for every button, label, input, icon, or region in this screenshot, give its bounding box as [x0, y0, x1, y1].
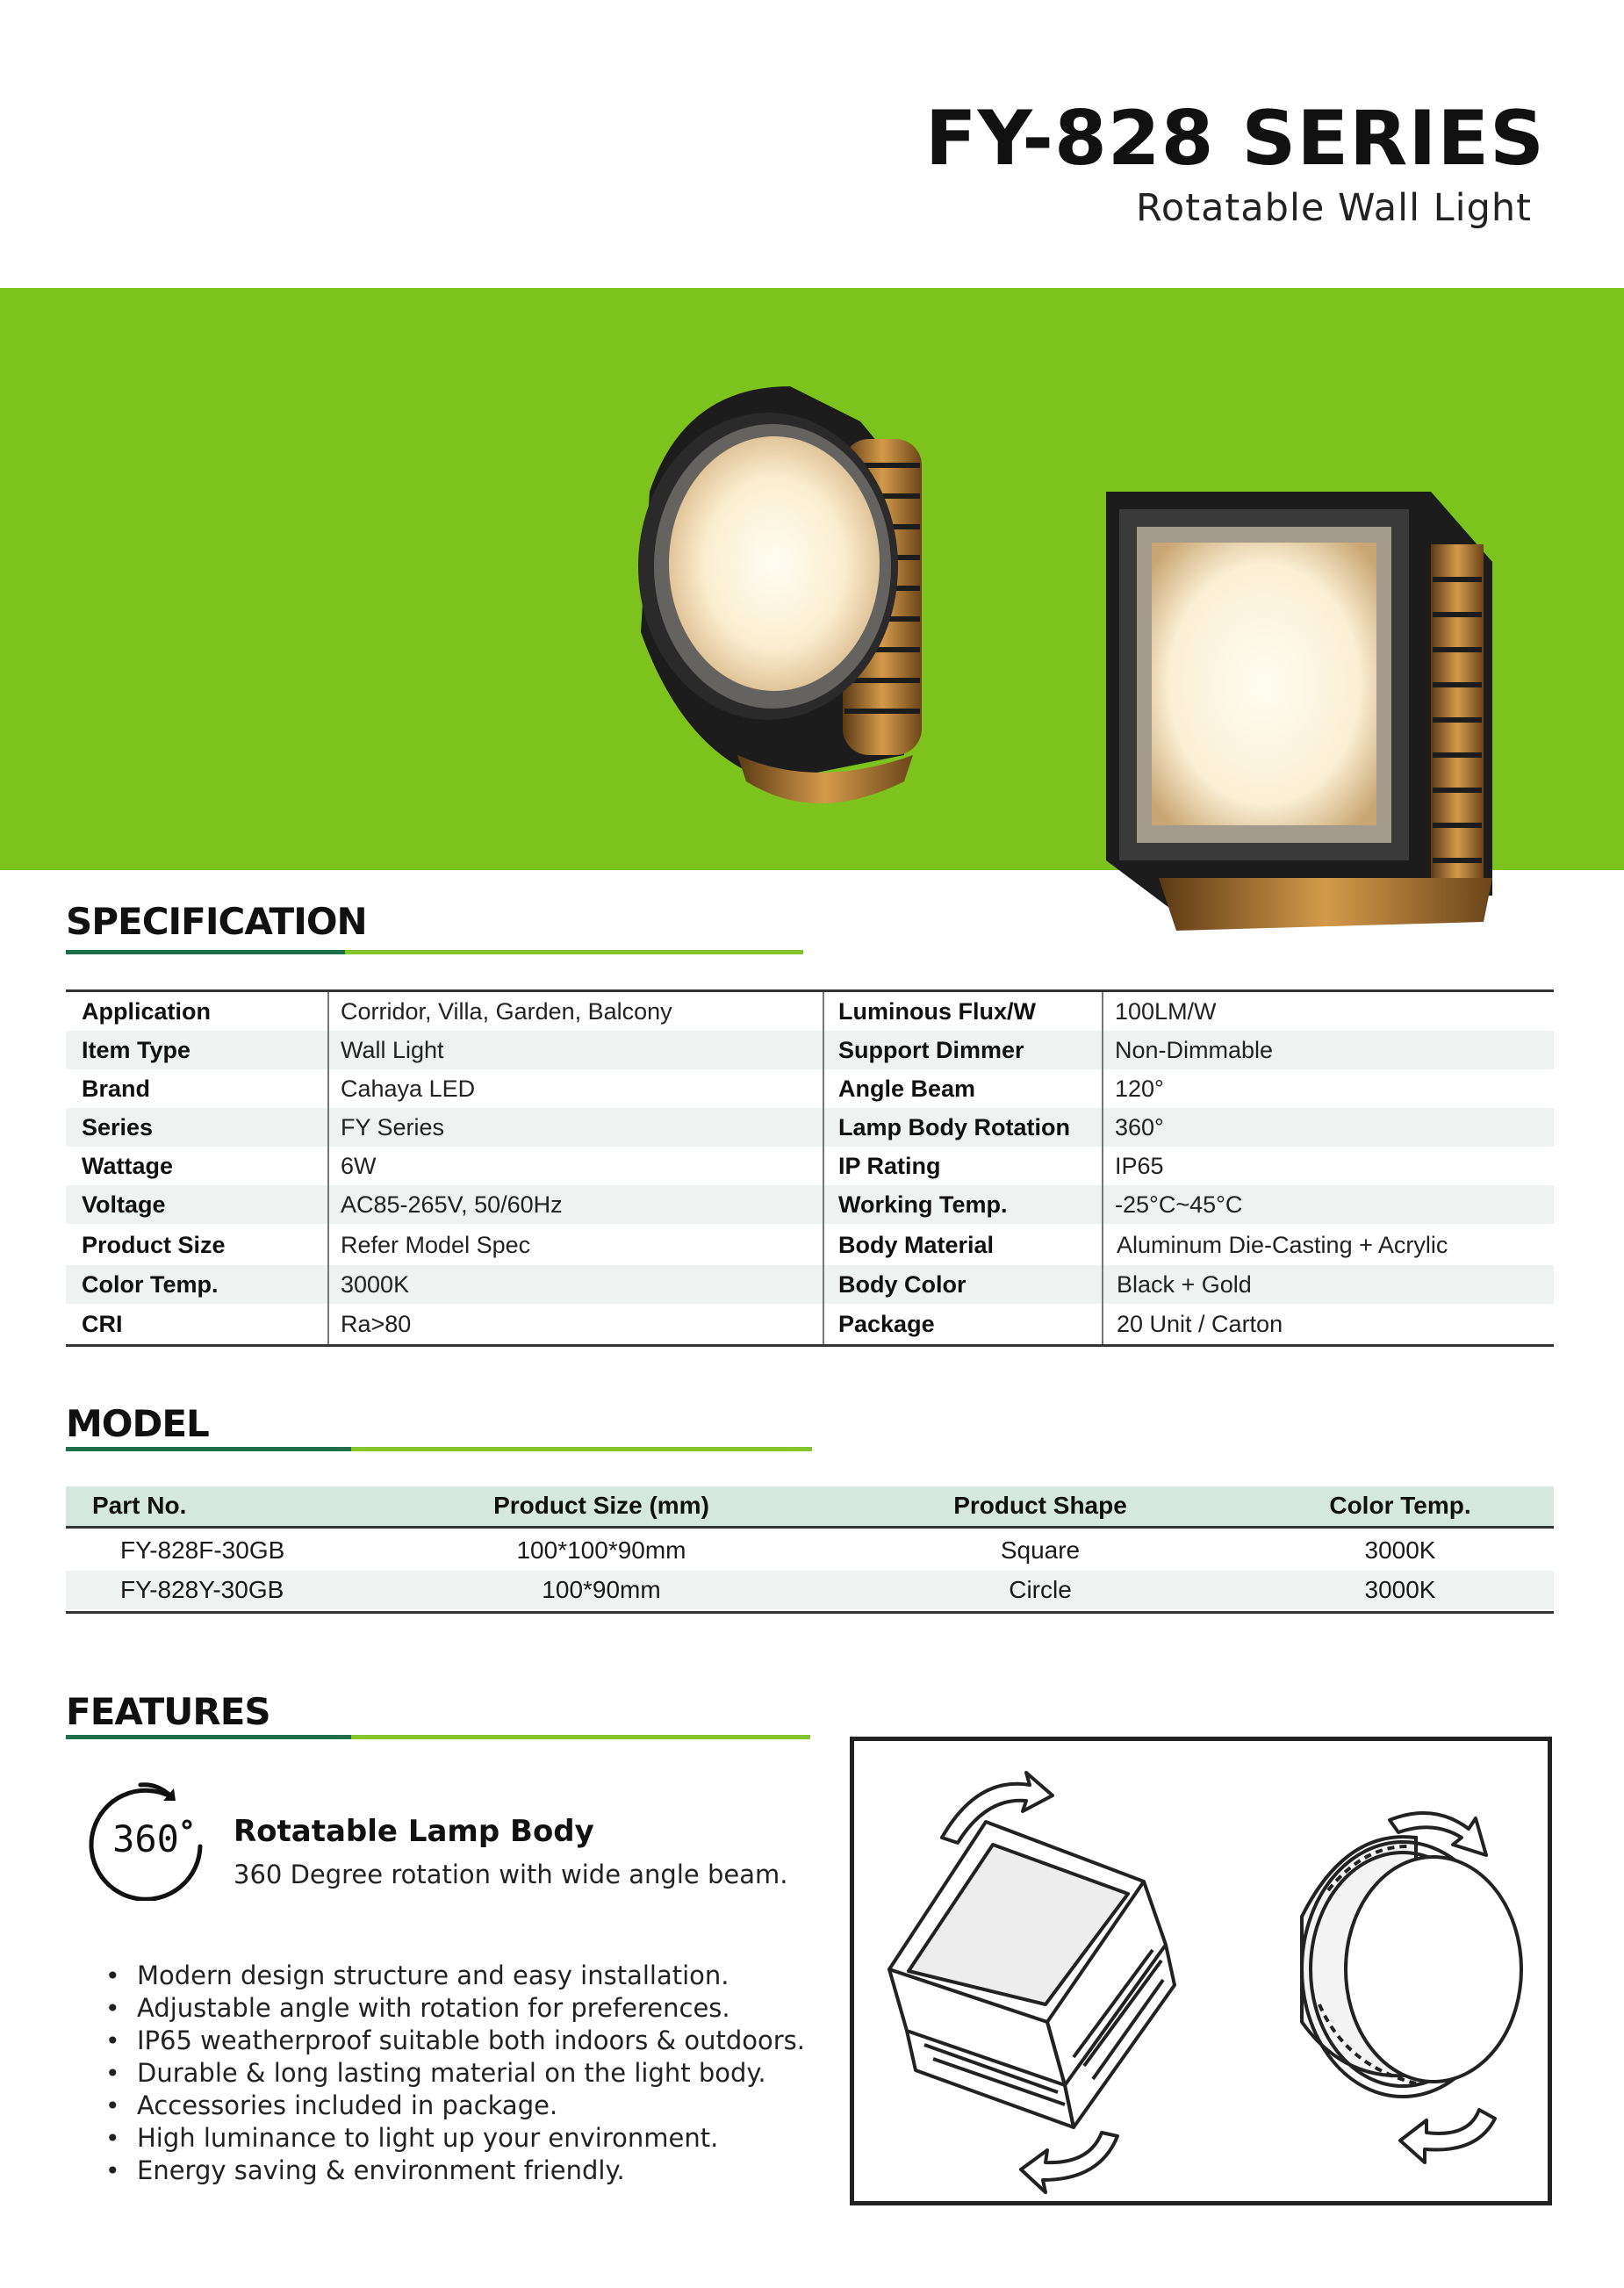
- spec-label: Working Temp.: [838, 1191, 1008, 1218]
- product-size: 100*90mm: [542, 1576, 661, 1603]
- spec-value: Wall Light: [341, 1037, 444, 1063]
- product-shape: Square: [1000, 1536, 1081, 1564]
- round-lamp-drawing: [1302, 1837, 1521, 2097]
- spec-label: Lamp Body Rotation: [838, 1114, 1070, 1140]
- spec-value: 360°: [1115, 1114, 1164, 1140]
- column-divider: [1102, 992, 1103, 1344]
- spec-value: Non-Dimmable: [1115, 1037, 1274, 1063]
- part-number: FY-828F-30GB: [120, 1536, 285, 1564]
- spec-label: Body Material: [838, 1232, 995, 1258]
- column-header: Part No.: [92, 1492, 187, 1519]
- spec-label: IP Rating: [838, 1153, 941, 1179]
- section-title-features: FEATURES: [66, 1690, 270, 1733]
- feature-heading: Rotatable Lamp Body: [234, 1814, 594, 1849]
- section-underline: [66, 1735, 810, 1739]
- list-item: • Energy saving & environment friendly.: [105, 2155, 805, 2187]
- section-title-specification: SPECIFICATION: [66, 900, 367, 943]
- spec-label: Support Dimmer: [838, 1037, 1024, 1063]
- product-size: 100*100*90mm: [516, 1536, 686, 1564]
- table-row: [66, 1185, 1554, 1224]
- spec-value: 100LM/W: [1115, 998, 1217, 1025]
- spec-value: Black + Gold: [1117, 1271, 1252, 1298]
- specification-table: [66, 989, 1554, 1347]
- column-header: Color Temp.: [1329, 1492, 1471, 1519]
- spec-value: 120°: [1115, 1076, 1164, 1102]
- product-photo: [614, 369, 1545, 939]
- part-number: FY-828Y-30GB: [120, 1576, 284, 1603]
- table-row: [66, 1031, 1554, 1069]
- spec-label: Brand: [82, 1076, 151, 1102]
- spec-label: Product Size: [82, 1232, 226, 1258]
- table-row: [66, 992, 1554, 1031]
- spec-label: Angle Beam: [838, 1076, 976, 1102]
- spec-value: IP65: [1115, 1153, 1164, 1179]
- color-temp: 3000K: [1364, 1576, 1436, 1603]
- square-lamp: [1106, 492, 1492, 931]
- table-row: [66, 1226, 1554, 1264]
- round-lamp: [638, 386, 922, 803]
- list-item: • High luminance to light up your environment.: [105, 2122, 805, 2155]
- spec-value: Refer Model Spec: [341, 1232, 531, 1258]
- list-item: • IP65 weatherproof suitable both indoors & outdoors.: [105, 2025, 805, 2057]
- section-title-model: MODEL: [66, 1402, 209, 1445]
- list-item: • Accessories included in package.: [105, 2090, 805, 2122]
- spec-value: -25°C~45°C: [1115, 1191, 1243, 1218]
- spec-value: Cahaya LED: [341, 1076, 476, 1102]
- list-item: • Durable & long lasting material on the light body.: [105, 2057, 805, 2090]
- spec-value: 6W: [341, 1153, 377, 1179]
- product-shape: Circle: [1009, 1576, 1072, 1603]
- spec-label: Luminous Flux/W: [838, 998, 1036, 1025]
- spec-value: FY Series: [341, 1114, 445, 1140]
- column-header: Product Size (mm): [493, 1492, 709, 1519]
- spec-label: Series: [82, 1114, 154, 1140]
- table-row: [66, 1571, 1554, 1609]
- model-table: [66, 1486, 1554, 1614]
- spec-value: 20 Unit / Carton: [1117, 1311, 1283, 1337]
- rotate-360-icon: [88, 1778, 211, 1901]
- spec-value: AC85-265V, 50/60Hz: [341, 1191, 563, 1218]
- spec-label: Application: [82, 998, 211, 1025]
- spec-label: Voltage: [82, 1191, 166, 1218]
- spec-value: 3000K: [341, 1271, 410, 1298]
- section-underline: [66, 950, 803, 954]
- square-lamp-drawing: [889, 1822, 1175, 2127]
- spec-label: Package: [838, 1311, 935, 1337]
- list-item: • Adjustable angle with rotation for preferences.: [105, 1992, 805, 2025]
- column-divider: [823, 992, 824, 1344]
- page-subtitle: Rotatable Wall Light: [1135, 186, 1532, 230]
- list-item: • Modern design structure and easy installation.: [105, 1960, 805, 1992]
- spec-value: Aluminum Die-Casting + Acrylic: [1117, 1232, 1448, 1258]
- table-row: [66, 1531, 1554, 1570]
- feature-description: 360 Degree rotation with wide angle beam.: [234, 1860, 788, 1889]
- spec-value: Corridor, Villa, Garden, Balcony: [341, 998, 672, 1025]
- table-row: [66, 1069, 1554, 1108]
- table-row: [66, 1305, 1554, 1343]
- table-row: [66, 1265, 1554, 1304]
- spec-label: Body Color: [838, 1271, 966, 1298]
- spec-value: Ra>80: [341, 1311, 412, 1337]
- rotate-360-label: 360: [112, 1817, 179, 1860]
- feature-list: [105, 1960, 805, 2187]
- page-title: FY-828 SERIES: [924, 95, 1545, 183]
- table-row: [66, 1108, 1554, 1147]
- spec-label: Item Type: [82, 1037, 191, 1063]
- spec-label: CRI: [82, 1311, 123, 1337]
- column-divider: [327, 992, 329, 1344]
- table-row: [66, 1147, 1554, 1185]
- color-temp: 3000K: [1364, 1536, 1436, 1564]
- model-table-header: [66, 1486, 1554, 1529]
- rotation-diagram: [850, 1737, 1552, 2205]
- section-underline: [66, 1447, 812, 1451]
- column-header: Product Shape: [953, 1492, 1127, 1519]
- spec-label: Wattage: [82, 1153, 174, 1179]
- spec-label: Color Temp.: [82, 1271, 219, 1298]
